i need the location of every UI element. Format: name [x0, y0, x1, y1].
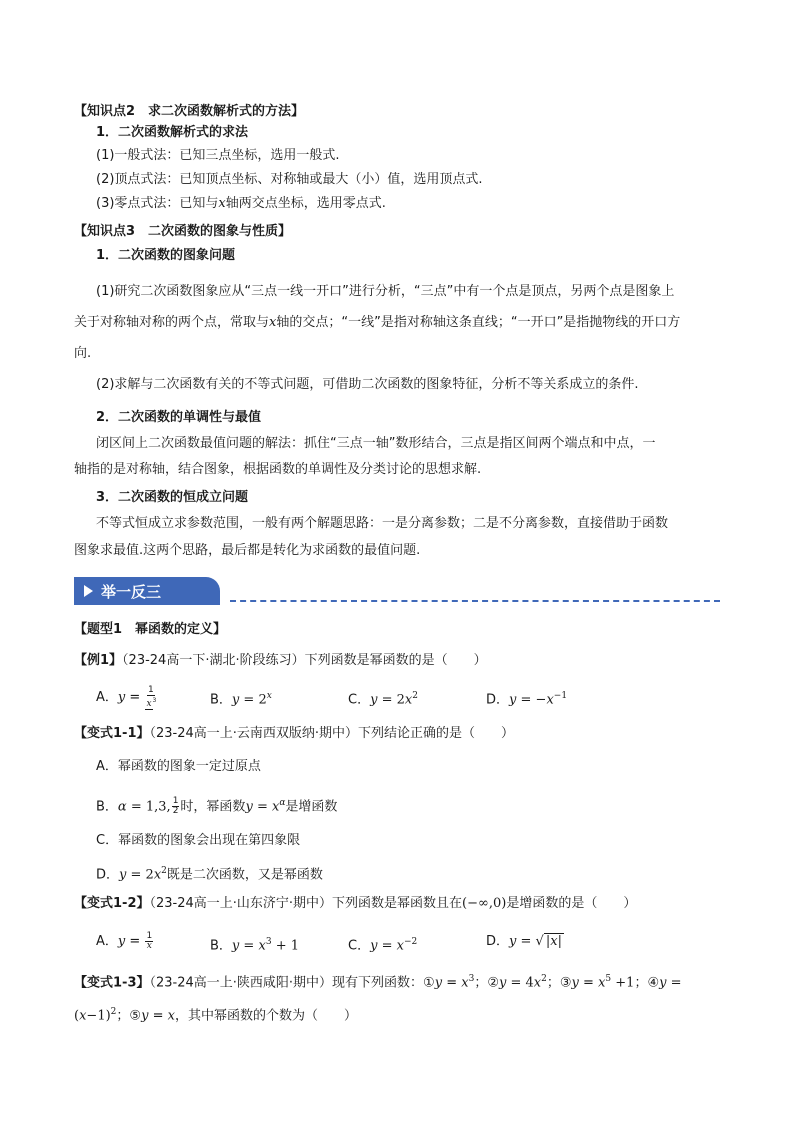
option-C: C．$y = x^{-2}$	[348, 937, 418, 954]
subheading: 3．二次函数的恒成立问题	[96, 490, 249, 505]
option-D: D．$y = -x^{-1}$	[486, 691, 568, 708]
option-B: B．α = 1,3, $\frac{1}{2}$ 时，幂函数$y = x^\alpha$是增函数	[96, 796, 338, 817]
option-C: C．幂函数的图象会出现在第四象限	[96, 833, 301, 848]
text-line: 向.	[74, 346, 92, 361]
subheading: 2．二次函数的单调性与最值	[96, 410, 262, 425]
question-ex1: 【例1】（23-24高一下·湖北·阶段练习）下列函数是幂函数的是（ ）	[74, 653, 487, 668]
option-C: C．$y = 2x^2$	[348, 691, 418, 708]
option-A: A．幂函数的图象一定过原点	[96, 759, 261, 774]
text-line: (3)零点式法：已知与x轴两交点坐标，选用零点式.	[96, 196, 386, 211]
text-line: (2)顶点式法：已知顶点坐标、对称轴或最大（小）值，选用顶点式.	[96, 172, 483, 187]
subheading: 1．二次函数解析式的求法	[96, 125, 249, 140]
text-line: 不等式恒成立求参数范围，一般有两个解题思路：一是分离参数；二是不分离参数，直接借助于函数	[96, 516, 669, 531]
text-line: 闭区间上二次函数最值问题的解法：抓住“三点一轴”数形结合，三点是指区间两个端点和中点，一	[96, 436, 656, 451]
question-v12: 【变式1-2】（23-24高一上·山东济宁·期中）下列函数是幂函数且在(−∞,0)是增函数的是（ ）	[74, 896, 637, 911]
option-B: B．$y = 2^x$	[210, 691, 272, 708]
text-line: (2)求解与二次函数有关的不等式问题，可借助二次函数的图象特征，分析不等关系成立的条件.	[96, 377, 639, 392]
section-title-kp3: 【知识点3 二次函数的图象与性质】	[74, 224, 292, 239]
section-title-t1: 【题型1 幂函数的定义】	[74, 622, 227, 637]
play-triangle-icon	[84, 585, 93, 597]
text-line: 图象求最值.这两个思路，最后都是转化为求函数的最值问题.	[74, 543, 421, 558]
section-banner: 举一反三	[74, 577, 220, 605]
subheading: 1．二次函数的图象问题	[96, 248, 236, 263]
text-line: (1)研究二次函数图象应从“三点一线一开口”进行分析，“三点”中有一个点是顶点，另两个点是图象上	[96, 284, 675, 299]
question-v13-cont: $(x-1)^2$；⑤y = x，其中幂函数的个数为（ ）	[74, 1007, 357, 1024]
text-line: (1)一般式法：已知三点坐标，选用一般式.	[96, 148, 340, 163]
option-D: D．$y = 2x^2$既是二次函数，又是幂函数	[96, 866, 323, 883]
option-B: B．$y = x^3 + 1$	[210, 937, 299, 954]
text-line: 关于对称轴对称的两个点，常取与x轴的交点；“一线”是指对称轴这条直线；“一开口”是指抛物线的开口方	[74, 315, 681, 330]
question-v11: 【变式1-1】（23-24高一上·云南西双版纳·期中）下列结论正确的是（ ）	[74, 726, 515, 741]
section-title-kp2: 【知识点2 求二次函数解析式的方法】	[74, 104, 305, 119]
option-D: D．y = √ |x|	[486, 934, 562, 949]
dashed-divider	[230, 600, 720, 602]
option-A: A．y = $\frac{1}{x^3}$	[96, 685, 157, 709]
text-line: 轴指的是对称轴，结合图象，根据函数的单调性及分类讨论的思想求解.	[74, 462, 482, 477]
option-A: A．y = $\frac{1}{x}$	[96, 931, 153, 951]
question-v13: 【变式1-3】（23-24高一上·陕西咸阳·期中）现有下列函数：①y = $x^3$；②y = $4x^2$；③y = $x^5 +1$；④y =	[74, 974, 682, 991]
